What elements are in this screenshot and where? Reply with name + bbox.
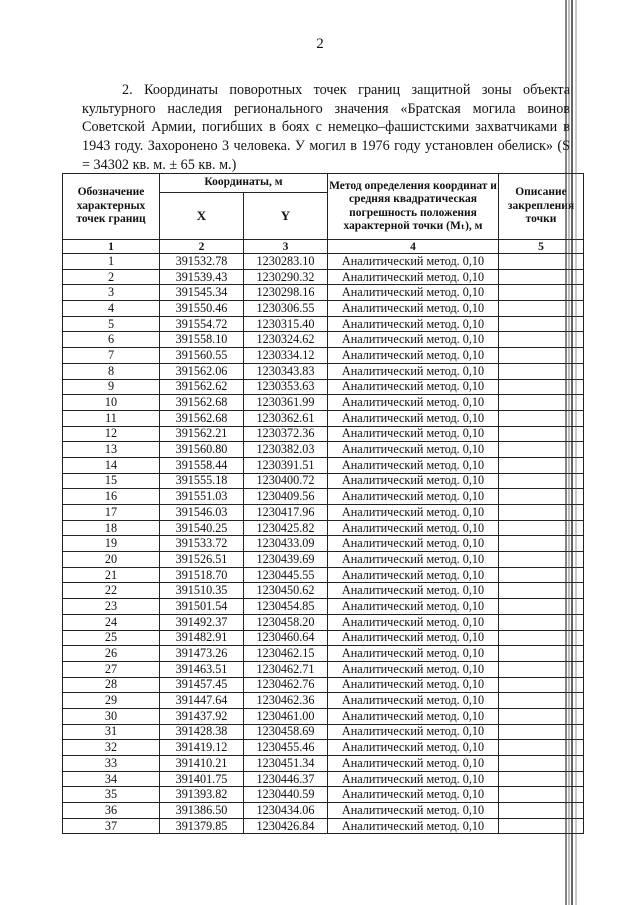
cell-description xyxy=(499,442,584,458)
table-row xyxy=(63,646,584,662)
cell-description xyxy=(499,646,584,662)
cell-description xyxy=(499,363,584,379)
cell-y: 1230433.09 xyxy=(244,536,328,552)
cell-point-number: 28 xyxy=(63,677,160,693)
cell-x: 391518.70 xyxy=(160,567,244,583)
cell-description xyxy=(499,552,584,568)
cell-method: Аналитический метод. 0,10 xyxy=(328,269,499,285)
header-x: X xyxy=(160,193,244,240)
cell-y: 1230426.84 xyxy=(244,818,328,834)
cell-x: 391419.12 xyxy=(160,740,244,756)
cell-point-number: 27 xyxy=(63,661,160,677)
table-row xyxy=(63,254,584,270)
cell-description xyxy=(499,661,584,677)
cell-method: Аналитический метод. 0,10 xyxy=(328,457,499,473)
cell-method: Аналитический метод. 0,10 xyxy=(328,505,499,521)
table-row xyxy=(63,599,584,615)
cell-description xyxy=(499,614,584,630)
cell-point-number: 10 xyxy=(63,395,160,411)
cell-x: 391545.34 xyxy=(160,285,244,301)
cell-point-number: 1 xyxy=(63,254,160,270)
cell-method: Аналитический метод. 0,10 xyxy=(328,316,499,332)
cell-method: Аналитический метод. 0,10 xyxy=(328,489,499,505)
cell-x: 391492.37 xyxy=(160,614,244,630)
cell-x: 391562.68 xyxy=(160,395,244,411)
cell-method: Аналитический метод. 0,10 xyxy=(328,363,499,379)
intro-paragraph: 2. Координаты поворотных точек границ защитной зоны объекта культурного наследия регионального значения «Братская могила воинов Советской Армии, погибших в боях с немецко–фашистскими захватчиками в 1943 году. Захоронено 3 человека. У могил в 1976 году установлен обелиск» (S = 34302 кв. м. ± 65 кв. м.) xyxy=(82,82,570,173)
cell-y: 1230409.56 xyxy=(244,489,328,505)
cell-point-number: 3 xyxy=(63,285,160,301)
cell-description xyxy=(499,473,584,489)
cell-method: Аналитический метод. 0,10 xyxy=(328,599,499,615)
table-row xyxy=(63,442,584,458)
cell-x: 391401.75 xyxy=(160,771,244,787)
cell-x: 391533.72 xyxy=(160,536,244,552)
cell-method: Аналитический метод. 0,10 xyxy=(328,254,499,270)
table-row xyxy=(63,348,584,364)
cell-method: Аналитический метод. 0,10 xyxy=(328,740,499,756)
cell-point-number: 9 xyxy=(63,379,160,395)
cell-method: Аналитический метод. 0,10 xyxy=(328,379,499,395)
cell-x: 391539.43 xyxy=(160,269,244,285)
cell-method: Аналитический метод. 0,10 xyxy=(328,473,499,489)
header-coordinates: Координаты, м xyxy=(160,174,328,193)
cell-point-number: 2 xyxy=(63,269,160,285)
cell-description xyxy=(499,787,584,803)
header-y: Y xyxy=(244,193,328,240)
cell-y: 1230434.06 xyxy=(244,803,328,819)
cell-point-number: 18 xyxy=(63,520,160,536)
cell-method: Аналитический метод. 0,10 xyxy=(328,756,499,772)
table-row xyxy=(63,787,584,803)
cell-y: 1230361.99 xyxy=(244,395,328,411)
table-row xyxy=(63,693,584,709)
cell-method: Аналитический метод. 0,10 xyxy=(328,677,499,693)
cell-x: 391526.51 xyxy=(160,552,244,568)
cell-x: 391457.45 xyxy=(160,677,244,693)
cell-y: 1230462.76 xyxy=(244,677,328,693)
cell-description xyxy=(499,269,584,285)
cell-description xyxy=(499,395,584,411)
column-number: 2 xyxy=(160,240,244,254)
table-row xyxy=(63,505,584,521)
table-row xyxy=(63,614,584,630)
cell-description xyxy=(499,426,584,442)
cell-y: 1230450.62 xyxy=(244,583,328,599)
cell-method: Аналитический метод. 0,10 xyxy=(328,724,499,740)
cell-method: Аналитический метод. 0,10 xyxy=(328,614,499,630)
cell-method: Аналитический метод. 0,10 xyxy=(328,646,499,662)
cell-point-number: 19 xyxy=(63,536,160,552)
cell-y: 1230391.51 xyxy=(244,457,328,473)
cell-x: 391562.62 xyxy=(160,379,244,395)
cell-method: Аналитический метод. 0,10 xyxy=(328,285,499,301)
cell-description xyxy=(499,348,584,364)
cell-x: 391560.55 xyxy=(160,348,244,364)
table-row xyxy=(63,771,584,787)
cell-x: 391463.51 xyxy=(160,661,244,677)
cell-description xyxy=(499,771,584,787)
cell-x: 391510.35 xyxy=(160,583,244,599)
column-number: 3 xyxy=(244,240,328,254)
cell-x: 391551.03 xyxy=(160,489,244,505)
cell-x: 391562.06 xyxy=(160,363,244,379)
cell-method: Аналитический метод. 0,10 xyxy=(328,771,499,787)
header-point: Обозначение характерных точек границ xyxy=(63,174,160,240)
cell-x: 391410.21 xyxy=(160,756,244,772)
cell-x: 391562.21 xyxy=(160,426,244,442)
cell-point-number: 36 xyxy=(63,803,160,819)
column-number: 1 xyxy=(63,240,160,254)
column-number: 4 xyxy=(328,240,499,254)
cell-y: 1230283.10 xyxy=(244,254,328,270)
table-row xyxy=(63,520,584,536)
cell-method: Аналитический метод. 0,10 xyxy=(328,552,499,568)
cell-point-number: 32 xyxy=(63,740,160,756)
page-number: 2 xyxy=(316,36,324,52)
table-row xyxy=(63,536,584,552)
cell-y: 1230334.12 xyxy=(244,348,328,364)
cell-point-number: 22 xyxy=(63,583,160,599)
cell-description xyxy=(499,379,584,395)
cell-y: 1230462.15 xyxy=(244,646,328,662)
cell-point-number: 5 xyxy=(63,316,160,332)
cell-description xyxy=(499,818,584,834)
cell-description xyxy=(499,520,584,536)
table-row xyxy=(63,756,584,772)
cell-description xyxy=(499,332,584,348)
cell-y: 1230362.61 xyxy=(244,410,328,426)
cell-description xyxy=(499,756,584,772)
cell-point-number: 24 xyxy=(63,614,160,630)
table-row xyxy=(63,379,584,395)
cell-description xyxy=(499,254,584,270)
cell-description xyxy=(499,803,584,819)
cell-x: 391558.10 xyxy=(160,332,244,348)
cell-description xyxy=(499,708,584,724)
cell-x: 391379.85 xyxy=(160,818,244,834)
cell-point-number: 20 xyxy=(63,552,160,568)
cell-description xyxy=(499,410,584,426)
cell-method: Аналитический метод. 0,10 xyxy=(328,410,499,426)
cell-y: 1230440.59 xyxy=(244,787,328,803)
cell-point-number: 29 xyxy=(63,693,160,709)
cell-point-number: 12 xyxy=(63,426,160,442)
table-row xyxy=(63,301,584,317)
cell-x: 391532.78 xyxy=(160,254,244,270)
cell-point-number: 23 xyxy=(63,599,160,615)
cell-y: 1230382.03 xyxy=(244,442,328,458)
cell-x: 391473.26 xyxy=(160,646,244,662)
cell-point-number: 17 xyxy=(63,505,160,521)
cell-y: 1230445.55 xyxy=(244,567,328,583)
cell-description xyxy=(499,316,584,332)
cell-description xyxy=(499,505,584,521)
table-row xyxy=(63,269,584,285)
cell-x: 391562.68 xyxy=(160,410,244,426)
table-row xyxy=(63,285,584,301)
cell-x: 391555.18 xyxy=(160,473,244,489)
cell-method: Аналитический метод. 0,10 xyxy=(328,708,499,724)
table-row xyxy=(63,567,584,583)
table-row xyxy=(63,708,584,724)
cell-x: 391558.44 xyxy=(160,457,244,473)
cell-method: Аналитический метод. 0,10 xyxy=(328,661,499,677)
cell-point-number: 11 xyxy=(63,410,160,426)
cell-x: 391554.72 xyxy=(160,316,244,332)
cell-description xyxy=(499,693,584,709)
cell-method: Аналитический метод. 0,10 xyxy=(328,803,499,819)
cell-y: 1230454.85 xyxy=(244,599,328,615)
table-row xyxy=(63,410,584,426)
table-row xyxy=(63,473,584,489)
cell-method: Аналитический метод. 0,10 xyxy=(328,332,499,348)
cell-x: 391501.54 xyxy=(160,599,244,615)
table-row xyxy=(63,395,584,411)
cell-x: 391386.50 xyxy=(160,803,244,819)
cell-method: Аналитический метод. 0,10 xyxy=(328,301,499,317)
cell-point-number: 25 xyxy=(63,630,160,646)
cell-y: 1230324.62 xyxy=(244,332,328,348)
cell-method: Аналитический метод. 0,10 xyxy=(328,787,499,803)
cell-y: 1230461.00 xyxy=(244,708,328,724)
cell-point-number: 16 xyxy=(63,489,160,505)
cell-description xyxy=(499,583,584,599)
table-body xyxy=(63,254,584,834)
cell-y: 1230353.63 xyxy=(244,379,328,395)
cell-y: 1230425.82 xyxy=(244,520,328,536)
cell-point-number: 33 xyxy=(63,756,160,772)
table-row xyxy=(63,363,584,379)
cell-method: Аналитический метод. 0,10 xyxy=(328,630,499,646)
cell-description xyxy=(499,301,584,317)
table-row xyxy=(63,552,584,568)
cell-y: 1230451.34 xyxy=(244,756,328,772)
cell-y: 1230462.71 xyxy=(244,661,328,677)
cell-y: 1230439.69 xyxy=(244,552,328,568)
header-method: Метод определения координат и средняя квадратическая погрешность положения характерной точки (Mₜ), м xyxy=(328,174,499,240)
cell-point-number: 4 xyxy=(63,301,160,317)
cell-method: Аналитический метод. 0,10 xyxy=(328,583,499,599)
cell-point-number: 35 xyxy=(63,787,160,803)
table-row xyxy=(63,724,584,740)
table-row xyxy=(63,332,584,348)
cell-description xyxy=(499,677,584,693)
cell-point-number: 7 xyxy=(63,348,160,364)
header-description: Описание закрепления точки xyxy=(499,174,584,240)
cell-x: 391560.80 xyxy=(160,442,244,458)
cell-description xyxy=(499,457,584,473)
cell-method: Аналитический метод. 0,10 xyxy=(328,426,499,442)
cell-method: Аналитический метод. 0,10 xyxy=(328,395,499,411)
cell-point-number: 13 xyxy=(63,442,160,458)
cell-method: Аналитический метод. 0,10 xyxy=(328,348,499,364)
cell-y: 1230446.37 xyxy=(244,771,328,787)
column-number: 5 xyxy=(499,240,584,254)
cell-point-number: 30 xyxy=(63,708,160,724)
cell-method: Аналитический метод. 0,10 xyxy=(328,536,499,552)
cell-y: 1230458.20 xyxy=(244,614,328,630)
cell-y: 1230298.16 xyxy=(244,285,328,301)
cell-y: 1230455.46 xyxy=(244,740,328,756)
cell-description xyxy=(499,489,584,505)
coordinates-table xyxy=(62,173,584,834)
cell-description xyxy=(499,724,584,740)
cell-description xyxy=(499,740,584,756)
cell-x: 391540.25 xyxy=(160,520,244,536)
cell-description xyxy=(499,536,584,552)
cell-x: 391550.46 xyxy=(160,301,244,317)
cell-point-number: 26 xyxy=(63,646,160,662)
table-row xyxy=(63,489,584,505)
cell-point-number: 21 xyxy=(63,567,160,583)
cell-point-number: 37 xyxy=(63,818,160,834)
cell-description xyxy=(499,599,584,615)
table-row xyxy=(63,316,584,332)
cell-y: 1230460.64 xyxy=(244,630,328,646)
cell-y: 1230315.40 xyxy=(244,316,328,332)
cell-x: 391447.64 xyxy=(160,693,244,709)
cell-point-number: 8 xyxy=(63,363,160,379)
cell-x: 391437.92 xyxy=(160,708,244,724)
cell-y: 1230417.96 xyxy=(244,505,328,521)
cell-y: 1230306.55 xyxy=(244,301,328,317)
table-row xyxy=(63,630,584,646)
cell-description xyxy=(499,285,584,301)
cell-y: 1230400.72 xyxy=(244,473,328,489)
cell-point-number: 34 xyxy=(63,771,160,787)
cell-x: 391546.03 xyxy=(160,505,244,521)
cell-x: 391482.91 xyxy=(160,630,244,646)
cell-method: Аналитический метод. 0,10 xyxy=(328,442,499,458)
cell-x: 391393.82 xyxy=(160,787,244,803)
cell-x: 391428.38 xyxy=(160,724,244,740)
cell-description xyxy=(499,567,584,583)
cell-method: Аналитический метод. 0,10 xyxy=(328,520,499,536)
table-row xyxy=(63,803,584,819)
table-row xyxy=(63,426,584,442)
cell-point-number: 14 xyxy=(63,457,160,473)
cell-point-number: 15 xyxy=(63,473,160,489)
cell-method: Аналитический метод. 0,10 xyxy=(328,693,499,709)
cell-y: 1230372.36 xyxy=(244,426,328,442)
table-row xyxy=(63,677,584,693)
cell-point-number: 6 xyxy=(63,332,160,348)
cell-method: Аналитический метод. 0,10 xyxy=(328,818,499,834)
table-row xyxy=(63,583,584,599)
cell-description xyxy=(499,630,584,646)
cell-point-number: 31 xyxy=(63,724,160,740)
cell-y: 1230458.69 xyxy=(244,724,328,740)
table-row xyxy=(63,661,584,677)
cell-method: Аналитический метод. 0,10 xyxy=(328,567,499,583)
table-row xyxy=(63,740,584,756)
cell-y: 1230290.32 xyxy=(244,269,328,285)
cell-y: 1230343.83 xyxy=(244,363,328,379)
cell-y: 1230462.36 xyxy=(244,693,328,709)
table-row xyxy=(63,818,584,834)
table-row xyxy=(63,457,584,473)
